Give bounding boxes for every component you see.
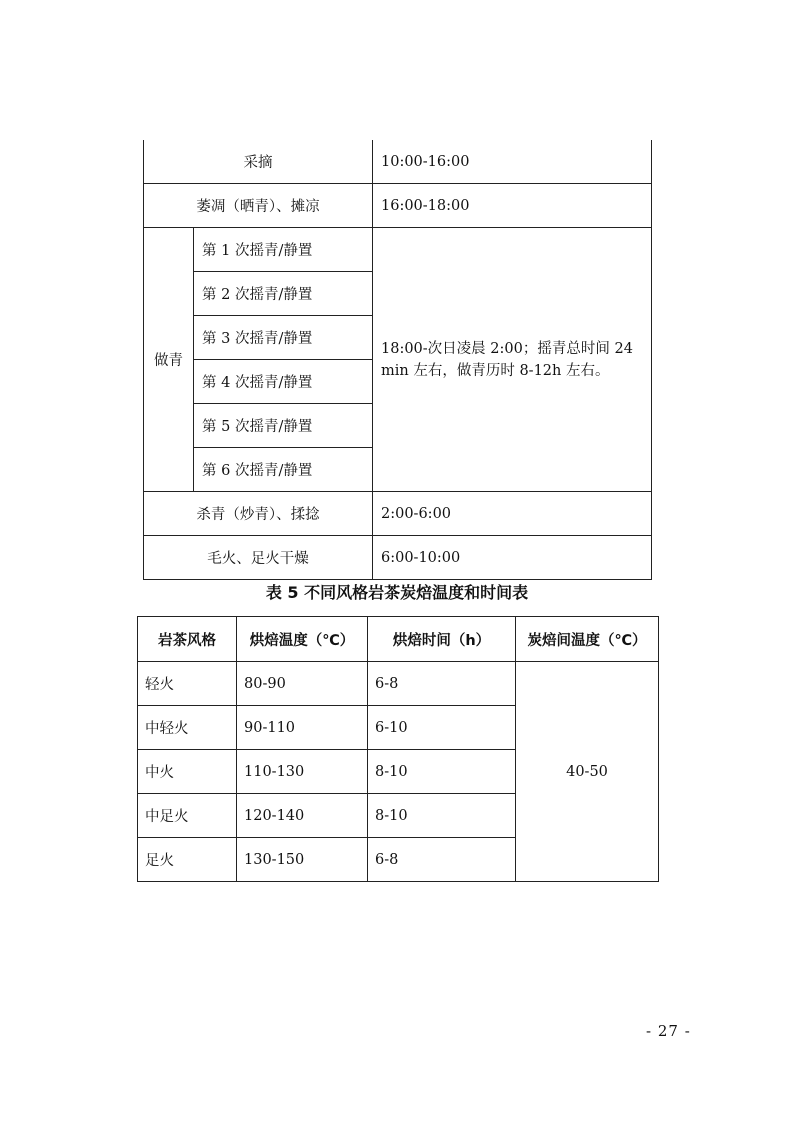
column-header: 岩茶风格 bbox=[138, 617, 237, 662]
stage-cell: 采摘 bbox=[144, 140, 373, 184]
step-cell: 第 2 次摇青/静置 bbox=[194, 272, 373, 316]
step-cell: 第 6 次摇青/静置 bbox=[194, 448, 373, 492]
step-cell: 第 4 次摇青/静置 bbox=[194, 360, 373, 404]
page-number: - 27 - bbox=[646, 1022, 691, 1040]
time-cell: 6:00-10:00 bbox=[373, 536, 652, 580]
style-cell: 中足火 bbox=[138, 794, 237, 838]
temp-cell: 80-90 bbox=[237, 662, 368, 706]
zuoqing-label: 做青 bbox=[144, 228, 194, 492]
time-cell: 8-10 bbox=[368, 750, 516, 794]
time-cell: 10:00-16:00 bbox=[373, 140, 652, 184]
time-cell: 8-10 bbox=[368, 794, 516, 838]
stage-cell: 萎凋（晒青）、摊凉 bbox=[144, 184, 373, 228]
column-header: 烘焙温度（℃） bbox=[237, 617, 368, 662]
style-cell: 足火 bbox=[138, 838, 237, 882]
style-cell: 轻火 bbox=[138, 662, 237, 706]
stage-cell: 毛火、足火干燥 bbox=[144, 536, 373, 580]
table-row bbox=[144, 536, 652, 580]
temp-cell: 120-140 bbox=[237, 794, 368, 838]
room-temp-cell: 40-50 bbox=[516, 662, 659, 882]
header-row bbox=[138, 617, 659, 662]
style-cell: 中轻火 bbox=[138, 706, 237, 750]
temp-cell: 110-130 bbox=[237, 750, 368, 794]
step-cell: 第 3 次摇青/静置 bbox=[194, 316, 373, 360]
process-schedule-table bbox=[143, 140, 652, 580]
table-row bbox=[138, 662, 659, 706]
style-cell: 中火 bbox=[138, 750, 237, 794]
time-cell: 6-8 bbox=[368, 662, 516, 706]
step-cell: 第 5 次摇青/静置 bbox=[194, 404, 373, 448]
column-header: 烘焙时间（h） bbox=[368, 617, 516, 662]
table-row bbox=[144, 492, 652, 536]
zuoqing-description: 18:00-次日凌晨 2:00；摇青总时间 24 min 左右，做青历时 8-12h 左右。 bbox=[373, 228, 652, 492]
time-cell: 16:00-18:00 bbox=[373, 184, 652, 228]
step-cell: 第 1 次摇青/静置 bbox=[194, 228, 373, 272]
table-row bbox=[144, 228, 652, 272]
roasting-table bbox=[137, 616, 659, 882]
table-row bbox=[144, 184, 652, 228]
time-cell: 6-10 bbox=[368, 706, 516, 750]
stage-cell: 杀青（炒青）、揉捻 bbox=[144, 492, 373, 536]
column-header: 炭焙间温度（℃） bbox=[516, 617, 659, 662]
temp-cell: 130-150 bbox=[237, 838, 368, 882]
time-cell: 2:00-6:00 bbox=[373, 492, 652, 536]
time-cell: 6-8 bbox=[368, 838, 516, 882]
temp-cell: 90-110 bbox=[237, 706, 368, 750]
table-caption: 表 5 不同风格岩茶炭焙温度和时间表 bbox=[265, 583, 529, 602]
table-row bbox=[144, 140, 652, 184]
